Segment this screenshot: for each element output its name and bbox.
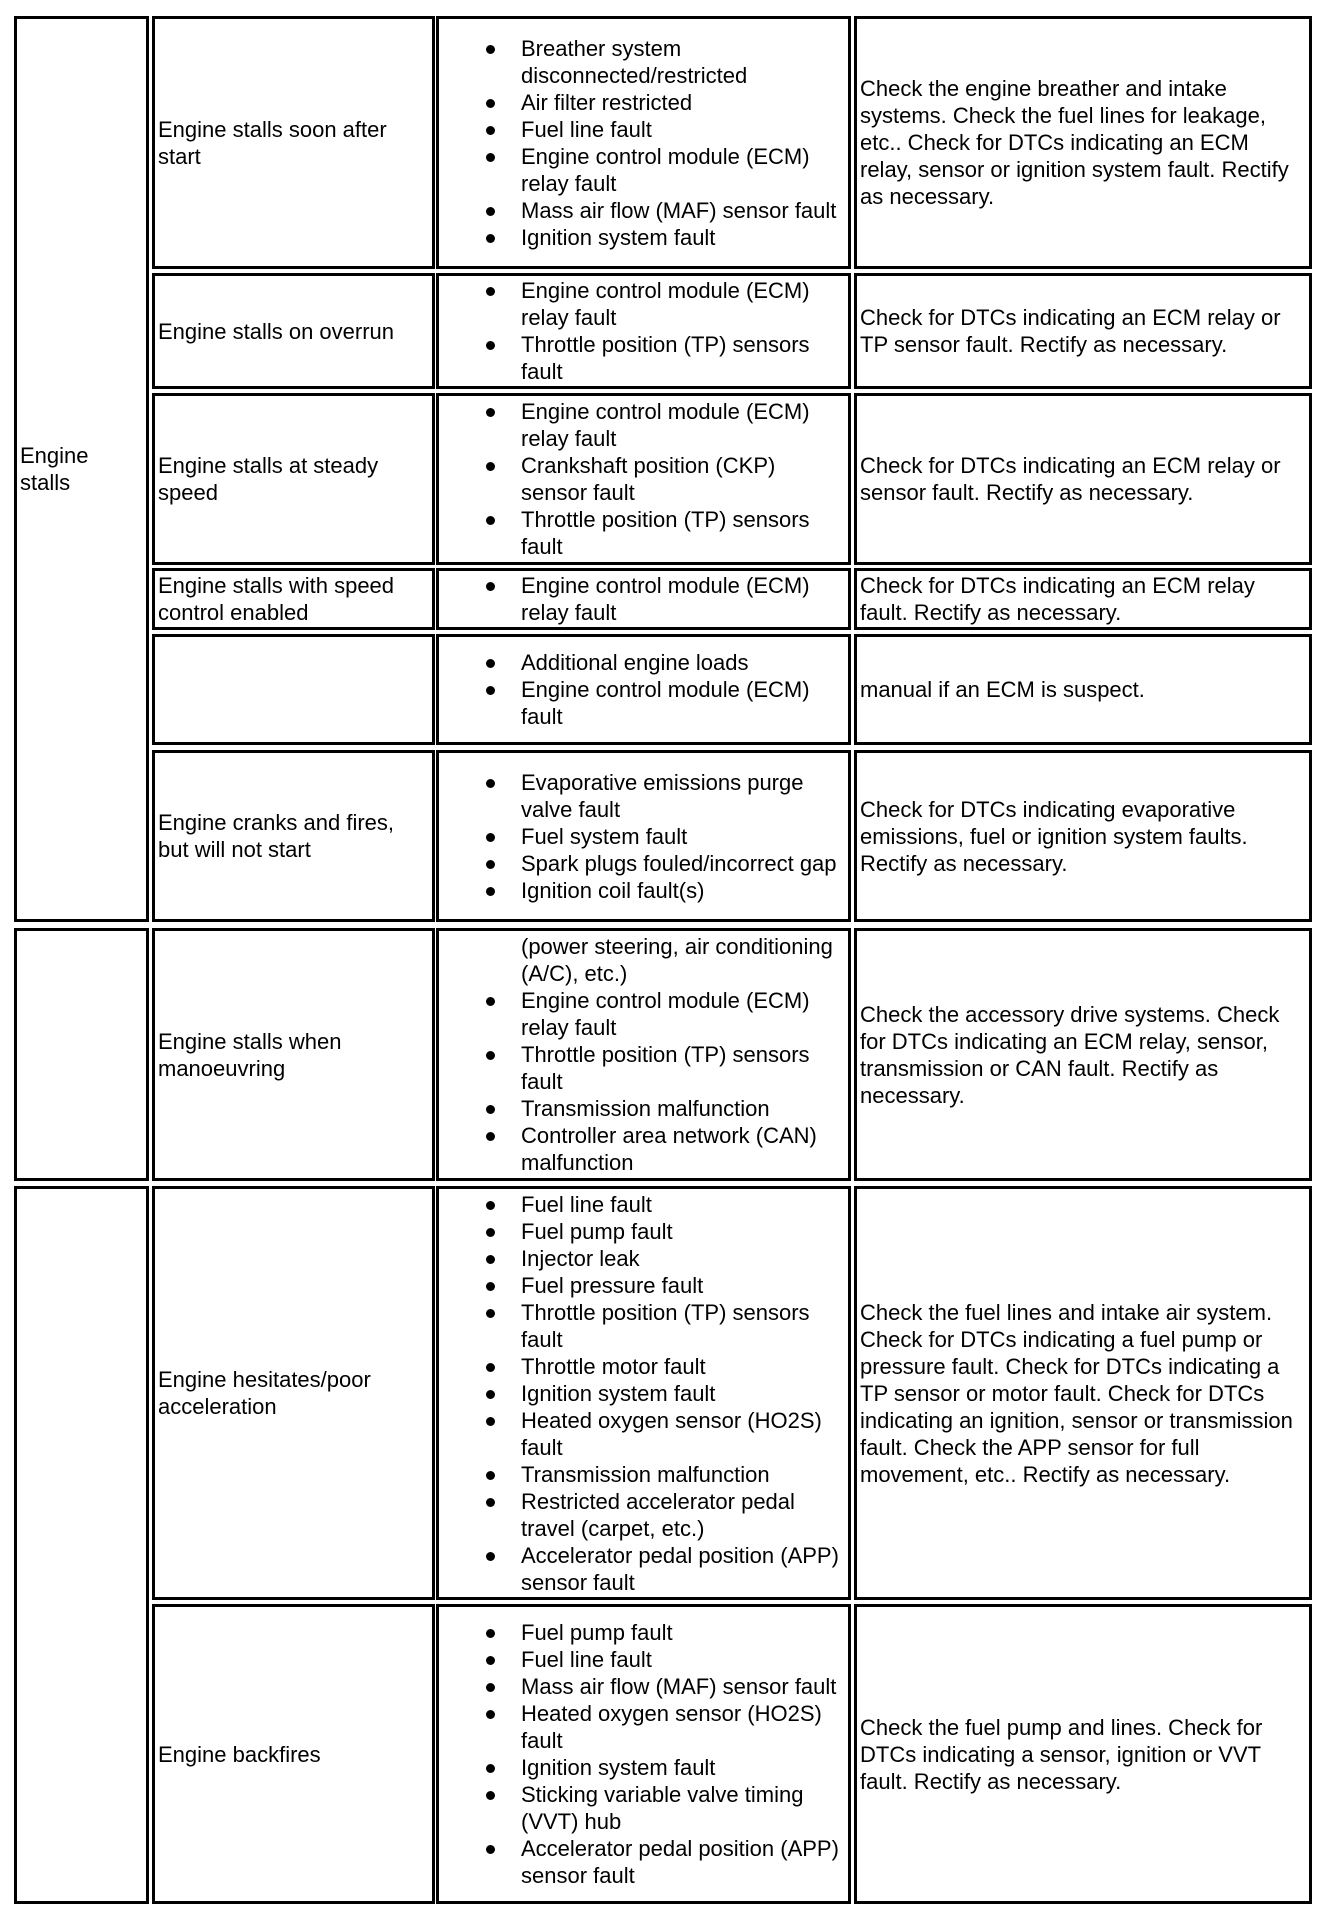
- action-cell: [854, 273, 1312, 389]
- action-text: Check for DTCs indicating an ECM relay or TP sensor fault. Rectify as necessary.: [860, 305, 1281, 357]
- causes-cell: [436, 1186, 851, 1600]
- action-cell: [854, 568, 1312, 630]
- action-text: Check the engine breather and intake systems. Check the fuel lines for leakage, etc.. Check for DTCs indicating an ECM relay, sensor or ignition system fault. Rectify as necessary.: [860, 76, 1289, 209]
- cause-item: Accelerator pedal position (APP) sensor fault: [481, 1542, 848, 1596]
- causes-cell: [436, 393, 851, 565]
- cause-item: Engine control module (ECM) relay fault: [481, 143, 848, 197]
- cause-item: Throttle position (TP) sensors fault: [481, 1041, 848, 1095]
- cause-item: Throttle position (TP) sensors fault: [481, 506, 848, 560]
- action-text: Check for DTCs indicating an ECM relay or sensor fault. Rectify as necessary.: [860, 453, 1281, 505]
- cause-item: Fuel line fault: [481, 1646, 848, 1673]
- cause-item: Controller area network (CAN) malfunction: [481, 1122, 848, 1176]
- cause-item: Restricted accelerator pedal travel (carpet, etc.): [481, 1488, 848, 1542]
- symptom-text: Engine stalls when manoeuvring: [158, 1028, 342, 1081]
- symptom-text: Engine stalls at steady speed: [158, 453, 379, 505]
- cause-list: [439, 649, 848, 730]
- symptom-cell: [152, 1604, 435, 1904]
- symptom-text: Engine stalls soon after start: [158, 116, 387, 169]
- category-cell: [14, 1186, 149, 1904]
- cause-item: Fuel line fault: [481, 1191, 848, 1218]
- cause-item: Additional engine loads: [481, 649, 848, 676]
- cause-item: Spark plugs fouled/incorrect gap: [481, 850, 848, 877]
- cause-list: [439, 277, 848, 385]
- cause-list: [439, 933, 848, 1176]
- cause-item: Engine control module (ECM) fault: [481, 676, 848, 730]
- cause-item: Ignition system fault: [481, 224, 848, 251]
- cause-item: Heated oxygen sensor (HO2S) fault: [481, 1700, 848, 1754]
- symptom-cell: [152, 750, 435, 922]
- cause-item: Mass air flow (MAF) sensor fault: [481, 197, 848, 224]
- symptom-cell: [152, 634, 435, 745]
- symptom-cell: [152, 1186, 435, 1600]
- symptom-cell: [152, 16, 435, 269]
- cause-continuation: (power steering, air conditioning (A/C), etc.): [521, 934, 833, 986]
- cause-item: Fuel pump fault: [481, 1619, 848, 1646]
- cause-item: Breather system disconnected/restricted: [481, 35, 848, 89]
- action-cell: [854, 1604, 1312, 1904]
- symptom-text: Engine stalls with speed control enabled: [158, 573, 395, 625]
- symptom-cell: [152, 928, 435, 1181]
- action-cell: [854, 16, 1312, 269]
- cause-list: [439, 35, 848, 251]
- cause-list: [439, 572, 848, 626]
- cause-item: Evaporative emissions purge valve fault: [481, 769, 848, 823]
- cause-item: Transmission malfunction: [481, 1095, 848, 1122]
- cause-item: Throttle position (TP) sensors fault: [481, 1299, 848, 1353]
- action-cell: [854, 634, 1312, 745]
- causes-cell: [436, 16, 851, 269]
- action-text: Check the fuel pump and lines. Check for DTCs indicating a sensor, ignition or VVT fault. Rectify as necessary.: [860, 1714, 1263, 1794]
- cause-item: Fuel line fault: [481, 116, 848, 143]
- cause-item: Engine control module (ECM) relay fault: [481, 987, 848, 1041]
- cause-item: Engine control module (ECM) relay fault: [481, 398, 848, 452]
- cause-item: Heated oxygen sensor (HO2S) fault: [481, 1407, 848, 1461]
- cause-item: Fuel pump fault: [481, 1218, 848, 1245]
- causes-cell: [436, 1604, 851, 1904]
- cause-item: Air filter restricted: [481, 89, 848, 116]
- cause-item: Ignition coil fault(s): [481, 877, 848, 904]
- cause-item: Injector leak: [481, 1245, 848, 1272]
- cause-item: Engine control module (ECM) relay fault: [481, 277, 848, 331]
- cause-list: [439, 769, 848, 904]
- cause-list: [439, 1619, 848, 1889]
- causes-cell: [436, 634, 851, 745]
- action-text: Check for DTCs indicating an ECM relay fault. Rectify as necessary.: [860, 573, 1255, 625]
- action-cell: [854, 928, 1312, 1181]
- cause-item: Throttle motor fault: [481, 1353, 848, 1380]
- cause-item: Accelerator pedal position (APP) sensor fault: [481, 1835, 848, 1889]
- cause-item: Ignition system fault: [481, 1754, 848, 1781]
- symptom-cell: [152, 393, 435, 565]
- symptom-text: Engine hesitates/poor acceleration: [158, 1367, 371, 1419]
- cause-item: Engine control module (ECM) relay fault: [481, 572, 848, 626]
- causes-cell: [436, 928, 851, 1181]
- symptom-text: Engine cranks and fires, but will not start: [158, 810, 395, 862]
- cause-item: Transmission malfunction: [481, 1461, 848, 1488]
- causes-cell: [436, 273, 851, 389]
- causes-cell: [436, 568, 851, 630]
- action-text: Check the fuel lines and intake air system. Check for DTCs indicating a fuel pump or pressure fault. Check for DTCs indicating a TP sensor or motor fault. Check for DTCs indicating an ignition, sensor or transmission fault. Check the APP sensor for full movement, etc.. Rectify as necessary.: [860, 1299, 1293, 1487]
- symptom-cell: [152, 568, 435, 630]
- category-cell: [14, 16, 149, 922]
- category-label: Engine stalls: [20, 443, 89, 495]
- cause-list: [439, 1191, 848, 1596]
- cause-item: Ignition system fault: [481, 1380, 848, 1407]
- symptom-cell: [152, 273, 435, 389]
- cause-item: Fuel pressure fault: [481, 1272, 848, 1299]
- cause-item: Crankshaft position (CKP) sensor fault: [481, 452, 848, 506]
- cause-item: Fuel system fault: [481, 823, 848, 850]
- cause-item: Mass air flow (MAF) sensor fault: [481, 1673, 848, 1700]
- cause-item: Throttle position (TP) sensors fault: [481, 331, 848, 385]
- category-cell: [14, 928, 149, 1181]
- symptom-text: Engine stalls on overrun: [158, 318, 395, 344]
- action-text: manual if an ECM is suspect.: [860, 677, 1145, 702]
- cause-item: Sticking variable valve timing (VVT) hub: [481, 1781, 848, 1835]
- symptom-text: Engine backfires: [158, 1741, 321, 1767]
- action-text: Check for DTCs indicating evaporative emissions, fuel or ignition system faults. Rectify as necessary.: [860, 796, 1248, 876]
- action-cell: [854, 1186, 1312, 1600]
- cause-list: [439, 398, 848, 560]
- action-text: Check the accessory drive systems. Check for DTCs indicating an ECM relay, sensor, transmission or CAN fault. Rectify as necessary.: [860, 1001, 1280, 1108]
- action-cell: [854, 393, 1312, 565]
- action-cell: [854, 750, 1312, 922]
- causes-cell: [436, 750, 851, 922]
